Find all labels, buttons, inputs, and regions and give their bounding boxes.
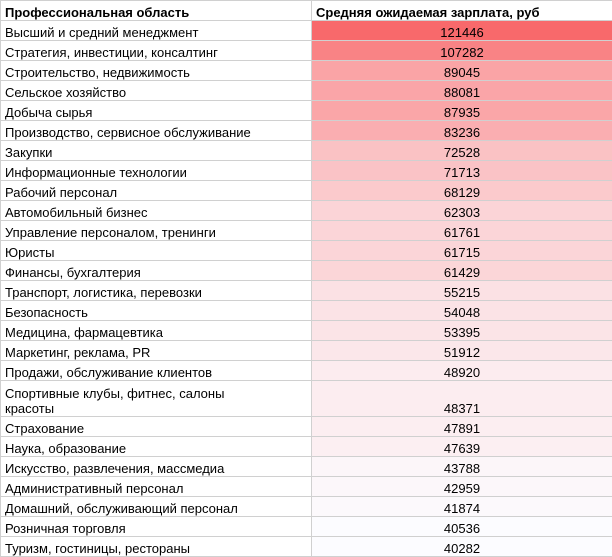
table-row	[1, 497, 612, 517]
cell-area	[1, 301, 312, 321]
cell-salary: 42959	[312, 477, 612, 497]
table-row	[1, 121, 612, 141]
cell-area	[1, 161, 312, 181]
area-label: Безопасность	[5, 305, 88, 320]
cell-area	[1, 121, 312, 141]
area-label: Домашний, обслуживающий персонал	[5, 501, 238, 516]
cell-area	[1, 281, 312, 301]
cell-salary: 83236	[312, 121, 612, 141]
area-label: Маркетинг, реклама, PR	[5, 345, 150, 360]
table-row	[1, 41, 612, 61]
area-label: Сельское хозяйство	[5, 85, 126, 100]
area-label: Стратегия, инвестиции, консалтинг	[5, 45, 218, 60]
table-row	[1, 341, 612, 361]
cell-salary: 53395	[312, 321, 612, 341]
cell-salary: 51912	[312, 341, 612, 361]
cell-salary: 55215	[312, 281, 612, 301]
table-row	[1, 537, 612, 557]
table-row	[1, 161, 612, 181]
cell-salary: 40282	[312, 537, 612, 557]
cell-area	[1, 21, 312, 41]
cell-area	[1, 457, 312, 477]
cell-area	[1, 361, 312, 381]
cell-area	[1, 261, 312, 281]
area-label: Добыча сырья	[5, 105, 92, 120]
table-row	[1, 101, 612, 121]
table-row	[1, 281, 612, 301]
cell-area	[1, 321, 312, 341]
table-row	[1, 477, 612, 497]
area-label: Высший и средний менеджмент	[5, 25, 198, 40]
area-label: Искусство, развлечения, массмедиа	[5, 461, 224, 476]
cell-salary: 87935	[312, 101, 612, 121]
cell-salary: 41874	[312, 497, 612, 517]
area-label: Управление персоналом, тренинги	[5, 225, 216, 240]
cell-salary: 48371	[312, 381, 612, 417]
cell-area	[1, 341, 312, 361]
table-row	[1, 417, 612, 437]
area-label: Закупки	[5, 145, 52, 160]
cell-salary: 40536	[312, 517, 612, 537]
area-label: Наука, образование	[5, 441, 126, 456]
cell-salary: 107282	[312, 41, 612, 61]
table-row	[1, 241, 612, 261]
area-label: Транспорт, логистика, перевозки	[5, 285, 202, 300]
table-row	[1, 457, 612, 477]
table-row	[1, 517, 612, 537]
area-label: Туризм, гостиницы, рестораны	[5, 541, 190, 556]
cell-area	[1, 517, 312, 537]
area-label: Финансы, бухгалтерия	[5, 265, 141, 280]
header-salary: Средняя ожидаемая зарплата, руб	[312, 1, 612, 21]
cell-area	[1, 221, 312, 241]
cell-area	[1, 41, 312, 61]
area-label: Автомобильный бизнес	[5, 205, 148, 220]
table-row	[1, 381, 612, 417]
table-row	[1, 437, 612, 457]
header-area: Профессиональная область	[1, 1, 312, 21]
cell-salary: 62303	[312, 201, 612, 221]
cell-area	[1, 417, 312, 437]
cell-salary: 48920	[312, 361, 612, 381]
cell-area	[1, 181, 312, 201]
cell-salary: 61715	[312, 241, 612, 261]
cell-area	[1, 81, 312, 101]
cell-salary: 68129	[312, 181, 612, 201]
area-label: Производство, сервисное обслуживание	[5, 125, 251, 140]
area-label: Рабочий персонал	[5, 185, 117, 200]
table-row	[1, 301, 612, 321]
cell-area	[1, 497, 312, 517]
cell-salary: 72528	[312, 141, 612, 161]
table-row	[1, 21, 612, 41]
area-label: Спортивные клубы, фитнес, салоны красоты	[5, 386, 255, 416]
area-label: Продажи, обслуживание клиентов	[5, 365, 212, 380]
cell-area	[1, 381, 312, 417]
table-row	[1, 321, 612, 341]
cell-salary: 89045	[312, 61, 612, 81]
cell-salary: 71713	[312, 161, 612, 181]
cell-salary: 121446	[312, 21, 612, 41]
table-row	[1, 141, 612, 161]
area-label: Строительство, недвижимость	[5, 65, 190, 80]
area-label: Медицина, фармацевтика	[5, 325, 163, 340]
cell-area	[1, 141, 312, 161]
cell-salary: 47639	[312, 437, 612, 457]
area-label: Страхование	[5, 421, 84, 436]
cell-salary: 54048	[312, 301, 612, 321]
cell-salary: 61429	[312, 261, 612, 281]
area-label: Розничная торговля	[5, 521, 126, 536]
cell-area	[1, 201, 312, 221]
header-row	[1, 1, 612, 21]
area-label: Юристы	[5, 245, 54, 260]
table-row	[1, 181, 612, 201]
cell-area	[1, 61, 312, 81]
cell-salary: 43788	[312, 457, 612, 477]
cell-area	[1, 101, 312, 121]
area-label: Административный персонал	[5, 481, 183, 496]
cell-salary: 47891	[312, 417, 612, 437]
table-row	[1, 81, 612, 101]
table-row	[1, 61, 612, 81]
cell-area	[1, 537, 312, 557]
table-row	[1, 221, 612, 241]
cell-salary: 88081	[312, 81, 612, 101]
cell-area	[1, 477, 312, 497]
cell-salary: 61761	[312, 221, 612, 241]
table-row	[1, 261, 612, 281]
cell-area	[1, 241, 312, 261]
cell-area	[1, 437, 312, 457]
area-label: Информационные технологии	[5, 165, 187, 180]
table-row	[1, 201, 612, 221]
table-row	[1, 361, 612, 381]
